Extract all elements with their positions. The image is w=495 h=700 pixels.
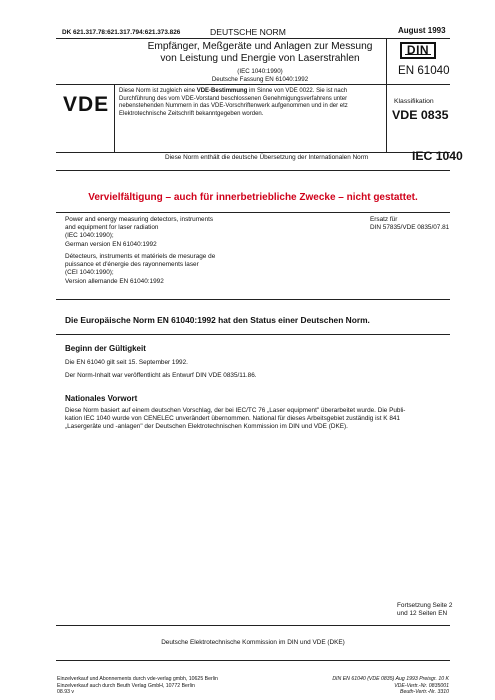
- footer-right: [332, 676, 449, 696]
- ersatz: [370, 216, 449, 232]
- title-block: [110, 41, 410, 84]
- footer-left-3: 08.93 v: [57, 689, 75, 696]
- ersatz-value: DIN 57835/VDE 0835/07.81: [370, 224, 450, 232]
- french-line-4: Version allemande EN 61040:1992: [65, 277, 164, 285]
- footer-right-2: VDE-Vertr.-Nr. 0835001: [394, 682, 449, 689]
- fortsetzung-rule: [56, 625, 450, 626]
- footer-left-1: Einzelverkauf und Abonnements durch vde-verlag gmbh, 10625 Berlin: [57, 676, 218, 682]
- vorwort-heading: Nationales Vorwort: [65, 394, 138, 403]
- french-line-2: puissance et d'énergie des rayonnements laser: [65, 261, 199, 269]
- footer-right-1: DIN EN 61040 (VDE 0835) Aug 1993 Preisgr. 10 K: [332, 676, 449, 682]
- english-line-3: (IEC 1040:1990);: [65, 232, 114, 240]
- french-line-3: (CEI 1040:1990);: [65, 269, 114, 277]
- dk-number: DK 621.317.78:621.317.794:621.373.826: [62, 29, 181, 36]
- klassifikation-label: Klassifikation: [394, 98, 434, 105]
- french-title: [65, 253, 325, 286]
- title-line-1: Empfänger, Meßgeräte und Anlagen zur Messung: [147, 41, 373, 52]
- vde-left-rule: [114, 84, 115, 152]
- din-logo-text: DIN: [406, 43, 430, 57]
- status-rule: [56, 334, 450, 335]
- issue-date: August 1993: [398, 26, 446, 35]
- dke-line: Deutsche Elektrotechnische Kommission im DIN und VDE (DKE): [161, 639, 345, 646]
- right-column-rule: [386, 38, 387, 152]
- din-logo-underline: [405, 54, 431, 55]
- eu-status: Die Europäische Norm EN 61040:1992 hat den Status einer Deutschen Norm.: [65, 315, 370, 325]
- iec-number: IEC 1040: [412, 149, 463, 163]
- title-line-2: von Leistung und Energie von Laserstrahlen: [160, 53, 360, 64]
- gueltigkeit-heading: Beginn der Gültigkeit: [65, 344, 146, 353]
- norm-type: DEUTSCHE NORM: [210, 27, 286, 37]
- vde-bottom-rule: [56, 152, 450, 153]
- dke-rule: [56, 660, 450, 661]
- french-line-1: Détecteurs, instruments et matériels de mesurage de: [65, 253, 216, 260]
- vorwort-text: [65, 407, 445, 432]
- warning-rule: [56, 212, 450, 213]
- fortsetzung: [397, 602, 452, 618]
- iec-rule: [56, 170, 450, 171]
- titles-rule: [56, 299, 450, 300]
- vorwort-line-3: „Lasergeräte und -anlagen" der Deutschen Elektrotechnischen Kommission im DIN und VDE (DKE).: [65, 423, 348, 431]
- din-logo: [400, 42, 436, 59]
- vorwort-line-1: Diese Norm basiert auf einem deutschen Vorschlag, der bei IEC/TC 76 „Laser equipment" überarbeitet wurde. Die Publi-: [65, 407, 406, 414]
- title-rule: [56, 84, 450, 85]
- din-number: EN 61040: [398, 64, 450, 77]
- top-rule: [56, 38, 450, 39]
- iec-statement: Diese Norm enthält die deutsche Übersetzung der Internationalen Norm: [165, 154, 369, 161]
- english-line-1: Power and energy measuring detectors, instruments: [65, 216, 214, 223]
- gueltigkeit-text-1: Die EN 61040 gilt seit 15. September 1992.: [65, 359, 188, 366]
- vde-notice-pre: Diese Norm ist zugleich eine: [119, 88, 197, 94]
- fortsetzung-line-1: Fortsetzung Seite 2: [397, 602, 453, 609]
- klassifikation-value: VDE 0835: [392, 108, 449, 122]
- english-title: [65, 216, 325, 249]
- footer-left-2: Einzelverkauf auch durch Beuth Verlag GmbH, 10772 Berlin: [57, 682, 195, 689]
- gueltigkeit-text-2: Der Norm-Inhalt war veröffentlicht als Entwurf DIN VDE 0835/11.86.: [65, 372, 257, 379]
- english-line-2: and equipment for laser radiation: [65, 224, 159, 232]
- footer-right-3: Beuth-Vertr.-Nr. 3310: [399, 689, 449, 696]
- vde-notice: [119, 88, 383, 118]
- vde-logo: VDE: [63, 93, 110, 116]
- fortsetzung-line-2: und 12 Seiten EN: [397, 610, 448, 618]
- vde-notice-bold: VDE-Bestimmung: [196, 88, 248, 94]
- title-sub-2: Deutsche Fassung EN 61040:1992: [211, 76, 309, 83]
- english-line-4: German version EN 61040:1992: [65, 240, 157, 248]
- vorwort-line-2: kation IEC 1040 wurde von CENELEC unverändert übernommen. National für dieses Arbeitsgebiet zuständig ist K 841: [65, 415, 400, 423]
- vde-notice-post: im Sinne von VDE 0022. Sie ist nach Durchführung des vom VDE-Vorstand beschlossenen Genehmigungsverfahrens unter nebenstehenden Nummern in das VDE-Vorschriftenwerk aufgenommen und in der etz Elektrotechnische Zeitschrift bekanntgegeben worden.: [119, 88, 348, 117]
- ersatz-label: Ersatz für: [370, 216, 398, 223]
- copy-warning: Vervielfältigung – auch für innerbetriebliche Zwecke – nicht gestattet.: [88, 192, 418, 203]
- title-sub-1: (IEC 1040:1990): [237, 68, 283, 75]
- footer-left: [57, 676, 218, 696]
